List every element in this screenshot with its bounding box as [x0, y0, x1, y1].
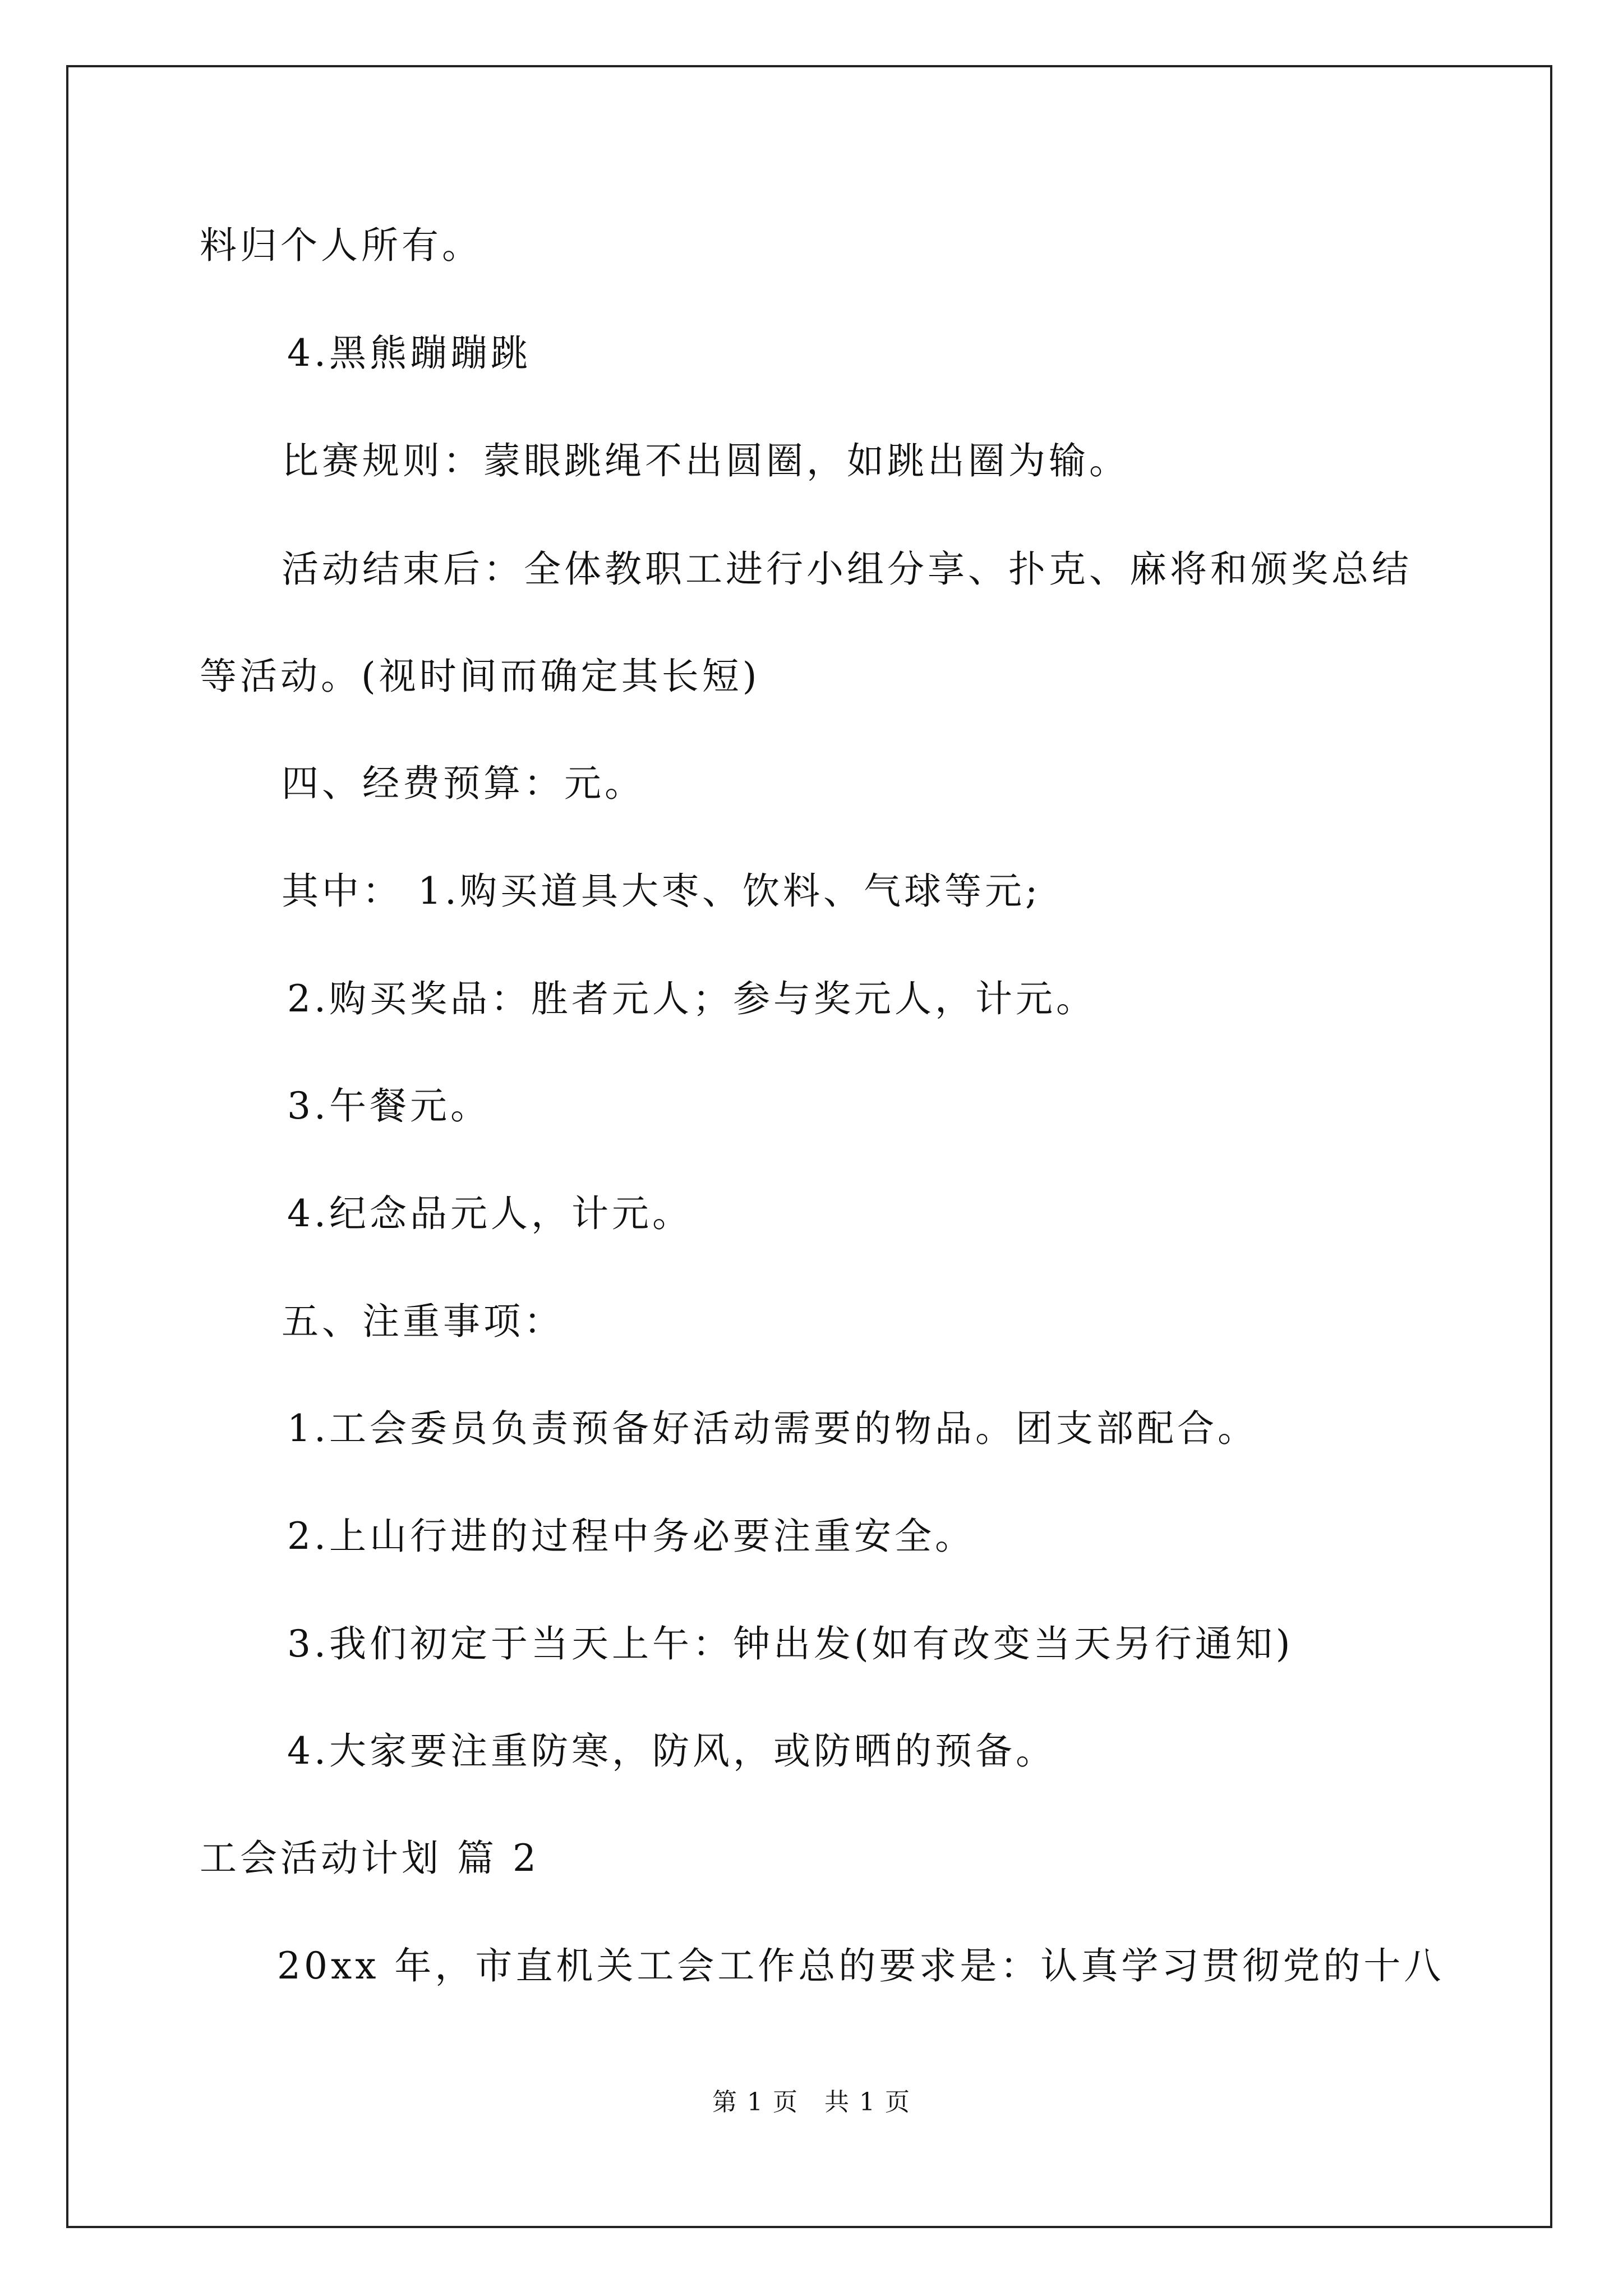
budget-item-2: 2.购买奖品：胜者元人；参与奖元人，计元。 [287, 977, 1096, 1020]
budget-item-1: 其中： 1.购买道具大枣、饮料、气球等元; [282, 869, 1041, 913]
section-heading-budget: 四、经费预算：元。 [282, 762, 645, 805]
list-item-black-bear: 4.黑熊蹦蹦跳 [287, 332, 531, 375]
note-item-1: 1.工会委员负责预备好活动需要的物品。团支部配合。 [287, 1407, 1258, 1450]
section-heading-notes: 五、注重事项： [282, 1300, 564, 1343]
text-line-1: 料归个人所有。 [200, 224, 482, 267]
page-frame [66, 65, 1552, 2228]
text-line-rules: 比赛规则：蒙眼跳绳不出圆圈，如跳出圈为输。 [282, 439, 1129, 482]
note-item-2: 2.上山行进的过程中务必要注重安全。 [287, 1515, 975, 1558]
text-line-activity-cont: 等活动。(视时间而确定其长短) [200, 655, 760, 698]
note-item-4: 4.大家要注重防寒，防风，或防晒的预备。 [287, 1729, 1056, 1773]
note-item-3: 3.我们初定于当天上午：钟出发(如有改变当天另行通知) [287, 1622, 1294, 1665]
page-footer: 第 1 页 共 1 页 [712, 2088, 911, 2116]
text-line-plan-2-intro: 20xx 年，市直机关工会工作总的要求是：认真学习贯彻党的十八 [277, 1944, 1445, 1987]
section-title-plan-2: 工会活动计划 篇 2 [200, 1837, 540, 1880]
text-line-after-activity: 活动结束后：全体教职工进行小组分享、扑克、麻将和颁奖总结 [282, 547, 1412, 591]
budget-item-4: 4.纪念品元人，计元。 [287, 1192, 693, 1235]
budget-item-3: 3.午餐元。 [287, 1084, 491, 1128]
